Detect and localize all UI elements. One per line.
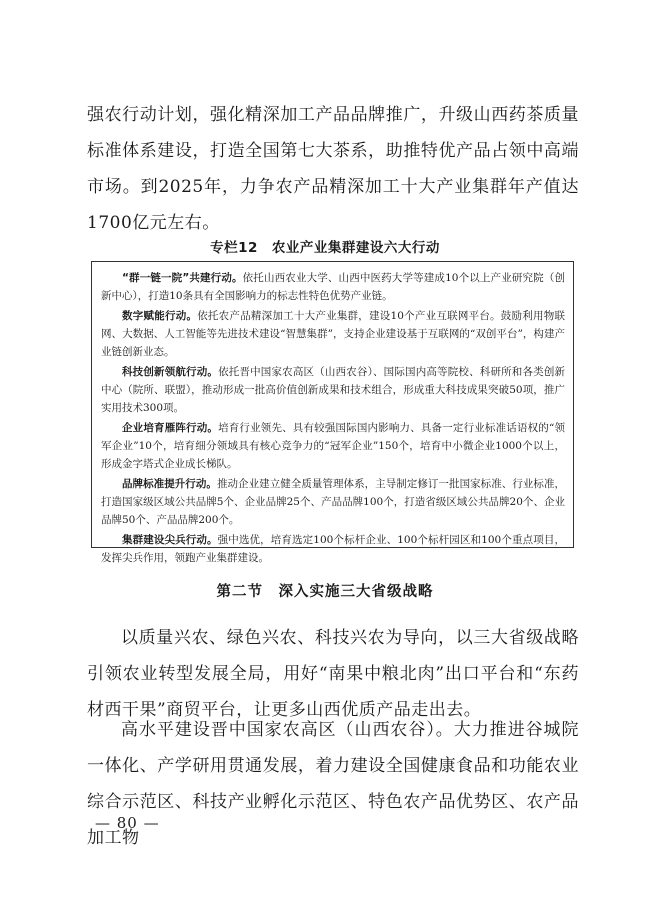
box-item-lead: 数字赋能行动。 xyxy=(122,310,198,322)
box-item-text: 依托晋中国家农高区（山西农谷）、国际国内高等院校、科研所和各类创新中心（院所、联盟），推动形成一批高价值创新成果和技术组合，形成重大科技成果突破50项，推广实用技术300项。 xyxy=(101,366,566,414)
box-item xyxy=(101,419,565,473)
box-item-lead: “群一链一院”共建行动。 xyxy=(122,272,243,284)
box-item-text: 依托山西农业大学、山西中医药大学等建成10个以上产业研究院（创新中心），打造10条具有全国影响力的标志性特色优势产业链。 xyxy=(101,272,565,302)
box-item xyxy=(101,307,565,361)
paragraph: 高水平建设晋中国家农高区（山西农谷）。大力推进谷城院一体化、产学研用贯通发展，着力建设全国健康食品和功能农业综合示范区、科技产业孵化示范区、特色农产品优势区、农产品加工物 xyxy=(87,720,579,848)
paragraph: 以质量兴农、绿色兴农、科技兴农为导向，以三大省级战略引领农业转型发展全局，用好“南果中粮北肉”出口平台和“东药材西干果”商贸平台，让更多山西优质产品走出去。 xyxy=(87,628,579,720)
box-title: 专栏12 农业产业集群建设六大行动 xyxy=(210,240,440,256)
box-item-text: 依托农产品精深加工十大产业集群，建设10个产业互联网平台。鼓励利用物联网、大数据、人工智能等先进技术建设“智慧集群”，支持企业建设基于互联网的“双创平台”，构建产业链创新业态。 xyxy=(101,310,566,358)
box-item xyxy=(101,269,565,305)
paragraph-continuation: 强农行动计划，强化精深加工产品品牌推广，升级山西药茶质量标准体系建设，打造全国第七大茶系，助推特优产品占领中高端市场。到2025年，力争农产品精深加工十大产业集群年产值达1700亿元左右。 xyxy=(87,105,579,233)
box-item-text: 强中选优，培育选定100个标杆企业、100个标杆园区和100个重点项目，发挥尖兵作用，领跑产业集群建设。 xyxy=(101,534,565,564)
sidebar-box xyxy=(91,261,574,564)
box-item xyxy=(101,475,565,529)
box-item-lead: 企业培育雁阵行动。 xyxy=(122,422,219,434)
box-item xyxy=(101,363,565,417)
box-item-text: 培育行业领先、具有较强国际国内影响力、具备一定行业标准话语权的“领军企业”10个，培育细分领域具有核心竞争力的“冠军企业”150个，培育中小微企业1000个以上，形成金字塔式企业成长梯队。 xyxy=(101,422,566,470)
box-item-lead: 集群建设尖兵行动。 xyxy=(122,534,218,546)
page-number: — 80 — xyxy=(95,814,160,832)
box-item xyxy=(101,531,565,567)
section-heading: 第二节 深入实施三大省级战略 xyxy=(216,583,434,600)
box-item-lead: 科技创新领航行动。 xyxy=(122,366,219,378)
box-item-text: 推动企业建立健全质量管理体系，主导制定修订一批国家标准、行业标准，打造国家级区域公共品牌5个、企业品牌25个、产品品牌100个，打造省级区域公共品牌20个、企业品牌50个、产品品牌200个。 xyxy=(101,478,566,526)
box-item-lead: 品牌标准提升行动。 xyxy=(122,478,217,490)
